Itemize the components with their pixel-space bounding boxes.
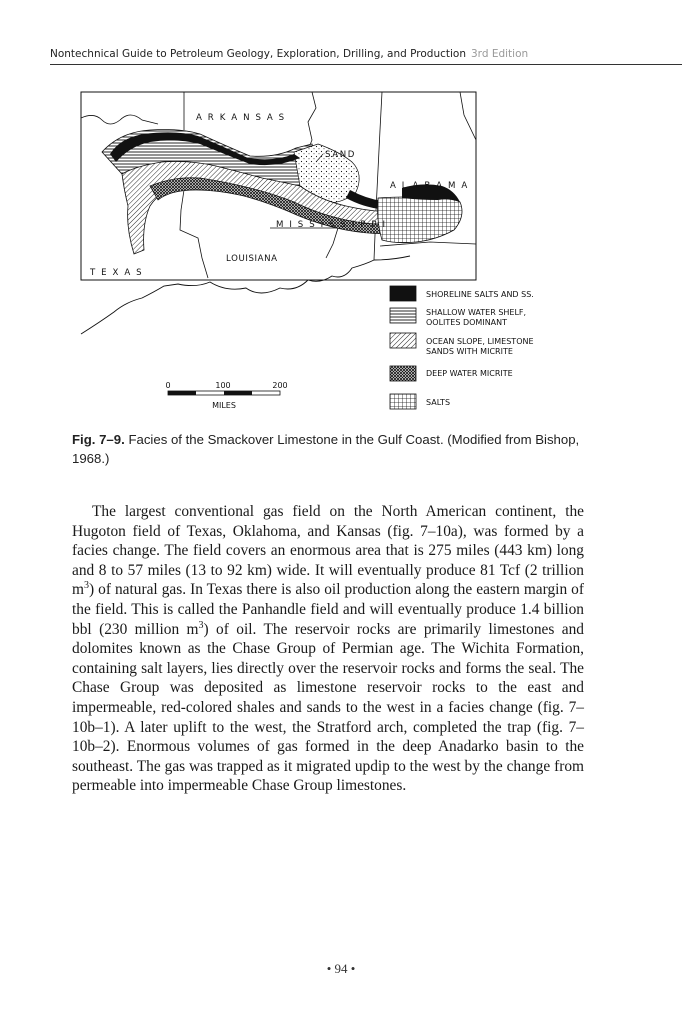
figure-caption-text: Facies of the Smackover Limestone in the Gulf Coast. (Modified from Bishop, 1968.) xyxy=(72,432,580,466)
facies-map xyxy=(50,70,610,420)
legend-label-salts: SALTS xyxy=(426,398,451,407)
figure-number: Fig. 7–9. xyxy=(72,432,125,447)
book-title: Nontechnical Guide to Petroleum Geology, Exploration, Drilling, and Production xyxy=(50,48,466,60)
label-alabama: A L A B A M A xyxy=(390,181,469,191)
edition-label: 3rd Edition xyxy=(471,48,529,60)
facies-salts xyxy=(378,196,463,243)
scale-bar-segment-2 xyxy=(224,391,252,395)
body-text-part-1: The largest conventional gas field on the North American continent, the Hugoton field of Texas, Oklahoma, and Kansas (fig. 7–10a), was formed by a facies change. The field covers an enormous area that is 275 miles (443 km) long and 8 to 57 miles (13 to 92 km) wide. It will eventually produce 81 Tcf (2 trillion m xyxy=(72,503,584,599)
label-mississippi: M I S S I S S I P P I xyxy=(276,220,387,230)
scale-bar xyxy=(165,381,287,410)
scale-bar-segment-1 xyxy=(168,391,196,395)
label-louisiana: LOUISIANA xyxy=(226,254,278,264)
legend-label-deep-water-micrite: DEEP WATER MICRITE xyxy=(426,369,513,378)
running-header xyxy=(50,48,682,60)
scale-unit: MILES xyxy=(212,401,236,410)
legend-label-shallow-shelf-1: SHALLOW WATER SHELF, xyxy=(426,308,527,317)
label-arkansas: A R K A N S A S xyxy=(196,113,286,123)
boundary-alabama-georgia xyxy=(460,92,476,140)
legend-swatch-shallow-shelf xyxy=(390,308,416,323)
header-rule xyxy=(50,64,682,65)
scale-tick-200: 200 xyxy=(272,381,288,390)
legend-label-ocean-slope-2: SANDS WITH MICRITE xyxy=(426,347,513,356)
body-text-part-3: ) of oil. The reservoir rocks are primarily limestones and dolomites known as the Chase Group of Permian age. The Wichita Formation, containing salt layers, lies directly over the reservoir rocks and forms the seal. The Chase Group was deposited as limestone reservoir rocks to the east and impermeable, red-colored shales and sands to the west in a facies change (fig. 7–10b–1). A later uplift to the west, the Stratford arch, completed the trap (fig. 7–10b–2). Enormous volumes of gas formed in the deep Anadarko basin to the southeast. The gas was trapped as it migrated updip to the west by the change from permeable into impermeable Chase Group limestones. xyxy=(72,620,584,795)
legend-swatch-salts xyxy=(390,394,416,409)
legend-label-shallow-shelf-2: OOLITES DOMINANT xyxy=(426,318,508,327)
figure-caption xyxy=(72,430,584,468)
legend-swatch-ocean-slope xyxy=(390,333,416,348)
superscript-cubic-2: 3 xyxy=(198,619,204,631)
legend-swatch-deep-water-micrite xyxy=(390,366,416,381)
body-paragraph xyxy=(72,502,584,796)
label-texas: T E X A S xyxy=(90,268,144,278)
boundary-louisiana-mississippi xyxy=(270,228,338,258)
legend-swatch-shoreline-salts xyxy=(390,286,416,301)
boundary-texas-louisiana xyxy=(180,190,208,278)
red-river-line xyxy=(81,115,158,124)
scale-tick-100: 100 xyxy=(215,381,231,390)
facies-map-figure xyxy=(50,70,610,420)
superscript-cubic-1: 3 xyxy=(83,580,89,592)
scale-tick-0: 0 xyxy=(165,381,171,390)
body-text xyxy=(72,502,584,796)
legend-label-ocean-slope-1: OCEAN SLOPE, LIMESTONE xyxy=(426,337,534,346)
map-legend xyxy=(390,286,534,409)
label-sand: SAND xyxy=(325,150,356,160)
body-text-part-2: ) of natural gas. In Texas there is also oil production along the eastern margin of the field. This is called the Panhandle field and will eventually produce 1.4 billion bbl (230 million m xyxy=(72,581,584,638)
page-number: • 94 • xyxy=(326,961,356,976)
legend-label-shoreline-salts: SHORELINE SALTS AND SS. xyxy=(426,290,534,299)
